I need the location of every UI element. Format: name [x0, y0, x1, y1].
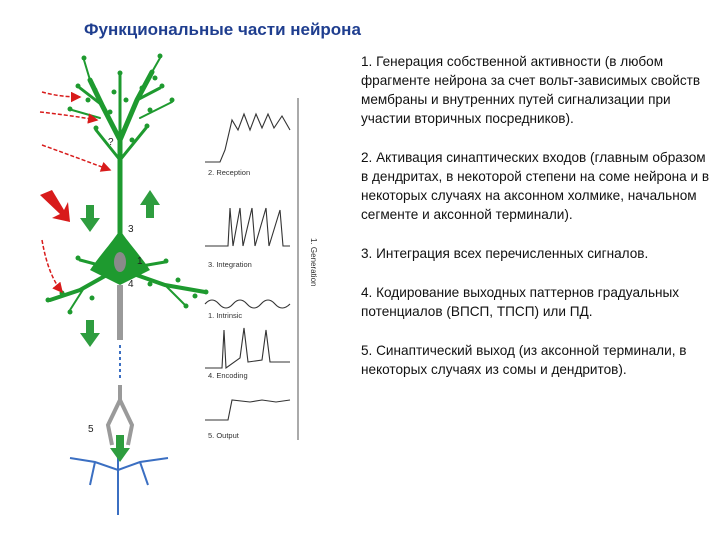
functional-parts-list: [361, 52, 713, 399]
axon: [108, 285, 132, 445]
trace-label-intrinsic: 1. Intrinsic: [208, 311, 243, 320]
list-item: 2. Активация синаптических входов (главным образом в дендритах, в некоторой степени на соме нейрона и в некоторых случаях на аксонном холмике, начальном сегменте и аксонной терминали).: [361, 150, 710, 222]
generation-label: 1. Generation: [309, 238, 318, 287]
label-5: 5: [88, 424, 94, 435]
label-4: 4: [128, 279, 134, 290]
trace-label-encoding: 4. Encoding: [208, 371, 248, 380]
list-item: 3. Интеграция всех перечисленных сигналов.: [361, 246, 649, 261]
nucleus: [114, 252, 126, 272]
list-item: 5. Синаптический выход (из аксонной терминали, в некоторых случаях из сомы и дендритов).: [361, 343, 687, 377]
label-1: 1: [137, 256, 143, 267]
page-title: Функциональные части нейрона: [84, 20, 361, 39]
list-item: 4. Кодирование выходных паттернов градуальных потенциалов (ВПСП, ТПСП) или ПД.: [361, 285, 680, 319]
trace-label-output: 5. Output: [208, 431, 239, 440]
trace-label-reception: 2. Reception: [208, 168, 251, 177]
label-3: 3: [128, 224, 134, 235]
large-input-arrow: [40, 190, 70, 222]
list-item: 1. Генерация собственной активности (в любом фрагменте нейрона за счет вольт-зависимых свойств мембраны и внутренних путей сигнализации при участии вторичных посредников).: [361, 54, 701, 126]
trace-label-integration: 3. Integration: [208, 260, 252, 269]
label-question: ?: [108, 137, 114, 148]
